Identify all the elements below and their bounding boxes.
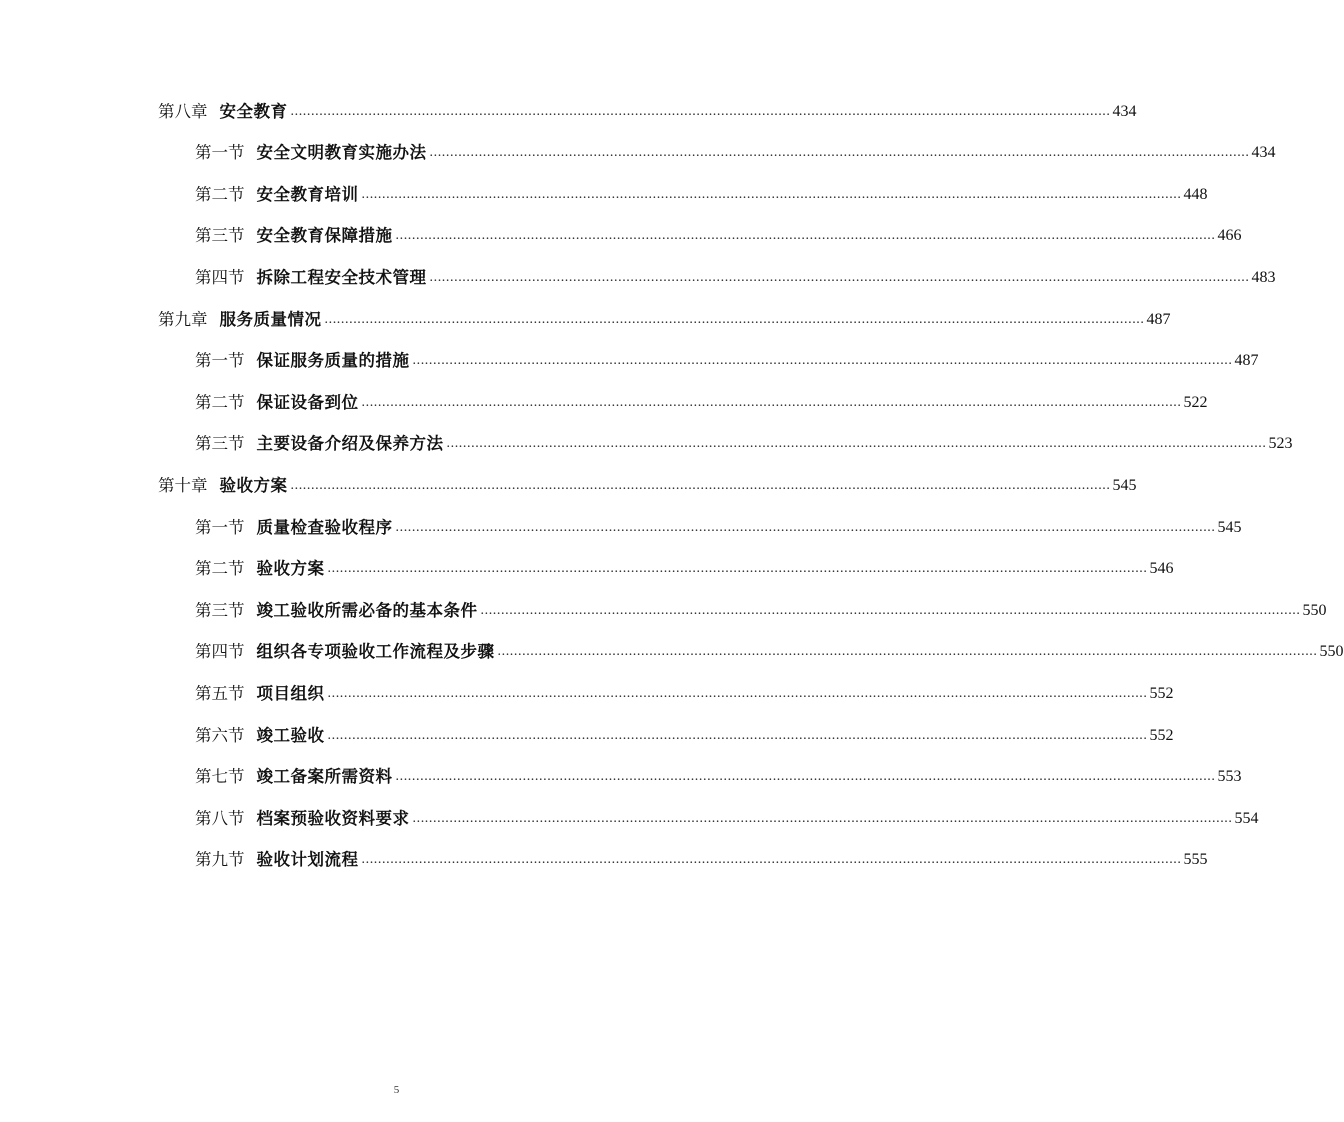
toc-entry-title: 安全文明教育实施办法	[256, 143, 427, 163]
toc-entry-title: 安全教育保障措施	[256, 226, 393, 246]
page-number: 5	[393, 1084, 400, 1096]
toc-section-entry[interactable]	[0, 379, 1208, 421]
toc-entry-page-number: 448	[1183, 185, 1208, 203]
dot-leader: ........................................................................................................................................................................................................	[429, 145, 1250, 161]
toc-entry-title: 服务质量情况	[219, 309, 322, 329]
dot-leader: ........................................................................................................................................................................................................	[361, 394, 1182, 410]
toc-chapter-entry[interactable]	[0, 462, 1137, 504]
toc-entry-title: 竣工验收所需必备的基本条件	[256, 600, 478, 620]
toc-section-entry[interactable]	[0, 338, 1259, 380]
toc-entry-title: 组织各专项验收工作流程及步骤	[256, 642, 495, 662]
toc-entry-page-number: 487	[1234, 352, 1259, 370]
dot-leader: ........................................................................................................................................................................................................	[361, 852, 1182, 868]
dot-leader: ........................................................................................................................................................................................................	[480, 602, 1301, 618]
toc-section-entry[interactable]	[0, 504, 1242, 546]
toc-entry-page-number: 553	[1217, 768, 1242, 786]
toc-entry-page-number: 487	[1146, 310, 1171, 328]
toc-section-entry[interactable]	[0, 629, 1344, 671]
dot-leader: ........................................................................................................................................................................................................	[290, 477, 1111, 493]
toc-entry-label: 第一节	[195, 143, 245, 163]
toc-entry-label: 第五节	[195, 683, 245, 703]
dot-leader: ........................................................................................................................................................................................................	[497, 644, 1318, 660]
dot-leader: ........................................................................................................................................................................................................	[327, 727, 1148, 743]
dot-leader: ........................................................................................................................................................................................................	[361, 186, 1182, 202]
toc-entry-label: 第八节	[195, 808, 245, 828]
dot-leader: ........................................................................................................................................................................................................	[395, 519, 1216, 535]
toc-entry-title: 保证服务质量的措施	[256, 351, 410, 371]
toc-entry-title: 竣工备案所需资料	[256, 767, 393, 787]
toc-entry-label: 第一节	[195, 351, 245, 371]
toc-section-entry[interactable]	[0, 546, 1174, 588]
toc-entry-label: 第十章	[158, 475, 208, 495]
toc-entry-page-number: 545	[1217, 518, 1242, 536]
toc-entry-page-number: 522	[1183, 393, 1208, 411]
toc-entry-label: 第二节	[195, 184, 245, 204]
dot-leader: ........................................................................................................................................................................................................	[290, 103, 1111, 119]
dot-leader: ........................................................................................................................................................................................................	[327, 561, 1148, 577]
toc-entry-label: 第一节	[195, 517, 245, 537]
toc-section-entry[interactable]	[0, 587, 1327, 629]
dot-leader: ........................................................................................................................................................................................................	[412, 810, 1233, 826]
toc-entry-page-number: 550	[1302, 601, 1327, 619]
toc-entry-page-number: 434	[1251, 144, 1276, 162]
toc-entry-title: 保证设备到位	[256, 392, 359, 412]
toc-chapter-entry[interactable]	[0, 296, 1171, 338]
toc-entry-page-number: 466	[1217, 227, 1242, 245]
toc-section-entry[interactable]	[0, 171, 1208, 213]
toc-entry-label: 第三节	[195, 600, 245, 620]
toc-section-entry[interactable]	[0, 754, 1242, 796]
dot-leader: ........................................................................................................................................................................................................	[412, 353, 1233, 369]
toc-section-entry[interactable]	[0, 130, 1276, 172]
toc-entry-title: 档案预验收资料要求	[256, 808, 410, 828]
toc-section-entry[interactable]	[0, 670, 1174, 712]
toc-entry-label: 第九节	[195, 850, 245, 870]
toc-entry-label: 第七节	[195, 767, 245, 787]
toc-entry-title: 验收方案	[219, 475, 288, 495]
dot-leader: ........................................................................................................................................................................................................	[446, 436, 1267, 452]
toc-section-entry[interactable]	[0, 254, 1276, 296]
toc-section-entry[interactable]	[0, 795, 1259, 837]
dot-leader: ........................................................................................................................................................................................................	[395, 769, 1216, 785]
toc-entry-label: 第九章	[158, 309, 208, 329]
toc-section-entry[interactable]	[0, 712, 1174, 754]
toc-entry-title: 验收计划流程	[256, 850, 359, 870]
toc-entry-title: 安全教育	[219, 101, 288, 121]
toc-entry-page-number: 434	[1112, 102, 1137, 120]
dot-leader: ........................................................................................................................................................................................................	[429, 269, 1250, 285]
toc-chapter-entry[interactable]	[0, 88, 1137, 130]
toc-entry-label: 第四节	[195, 642, 245, 662]
toc-entry-title: 验收方案	[256, 559, 325, 579]
toc-entry-label: 第四节	[195, 267, 245, 287]
toc-entry-page-number: 546	[1149, 560, 1174, 578]
toc-entry-label: 第二节	[195, 392, 245, 412]
toc-entry-label: 第二节	[195, 559, 245, 579]
toc-entry-page-number: 545	[1112, 476, 1137, 494]
toc-entry-title: 项目组织	[256, 683, 325, 703]
table-of-contents	[0, 88, 1344, 878]
dot-leader: ........................................................................................................................................................................................................	[395, 228, 1216, 244]
toc-entry-title: 拆除工程安全技术管理	[256, 267, 427, 287]
toc-entry-page-number: 550	[1319, 643, 1344, 661]
dot-leader: ........................................................................................................................................................................................................	[324, 311, 1145, 327]
toc-entry-title: 主要设备介绍及保养方法	[256, 434, 444, 454]
toc-section-entry[interactable]	[0, 421, 1293, 463]
toc-entry-page-number: 552	[1149, 684, 1174, 702]
toc-entry-label: 第三节	[195, 226, 245, 246]
dot-leader: ........................................................................................................................................................................................................	[327, 685, 1148, 701]
toc-entry-page-number: 483	[1251, 268, 1276, 286]
toc-entry-label: 第六节	[195, 725, 245, 745]
toc-entry-page-number: 523	[1268, 435, 1293, 453]
toc-entry-label: 第三节	[195, 434, 245, 454]
toc-section-entry[interactable]	[0, 213, 1242, 255]
toc-entry-page-number: 552	[1149, 726, 1174, 744]
toc-entry-page-number: 555	[1183, 851, 1208, 869]
toc-entry-title: 安全教育培训	[256, 184, 359, 204]
toc-entry-label: 第八章	[158, 101, 208, 121]
toc-entry-title: 质量检查验收程序	[256, 517, 393, 537]
toc-entry-page-number: 554	[1234, 809, 1259, 827]
toc-section-entry[interactable]	[0, 837, 1208, 879]
toc-entry-title: 竣工验收	[256, 725, 325, 745]
